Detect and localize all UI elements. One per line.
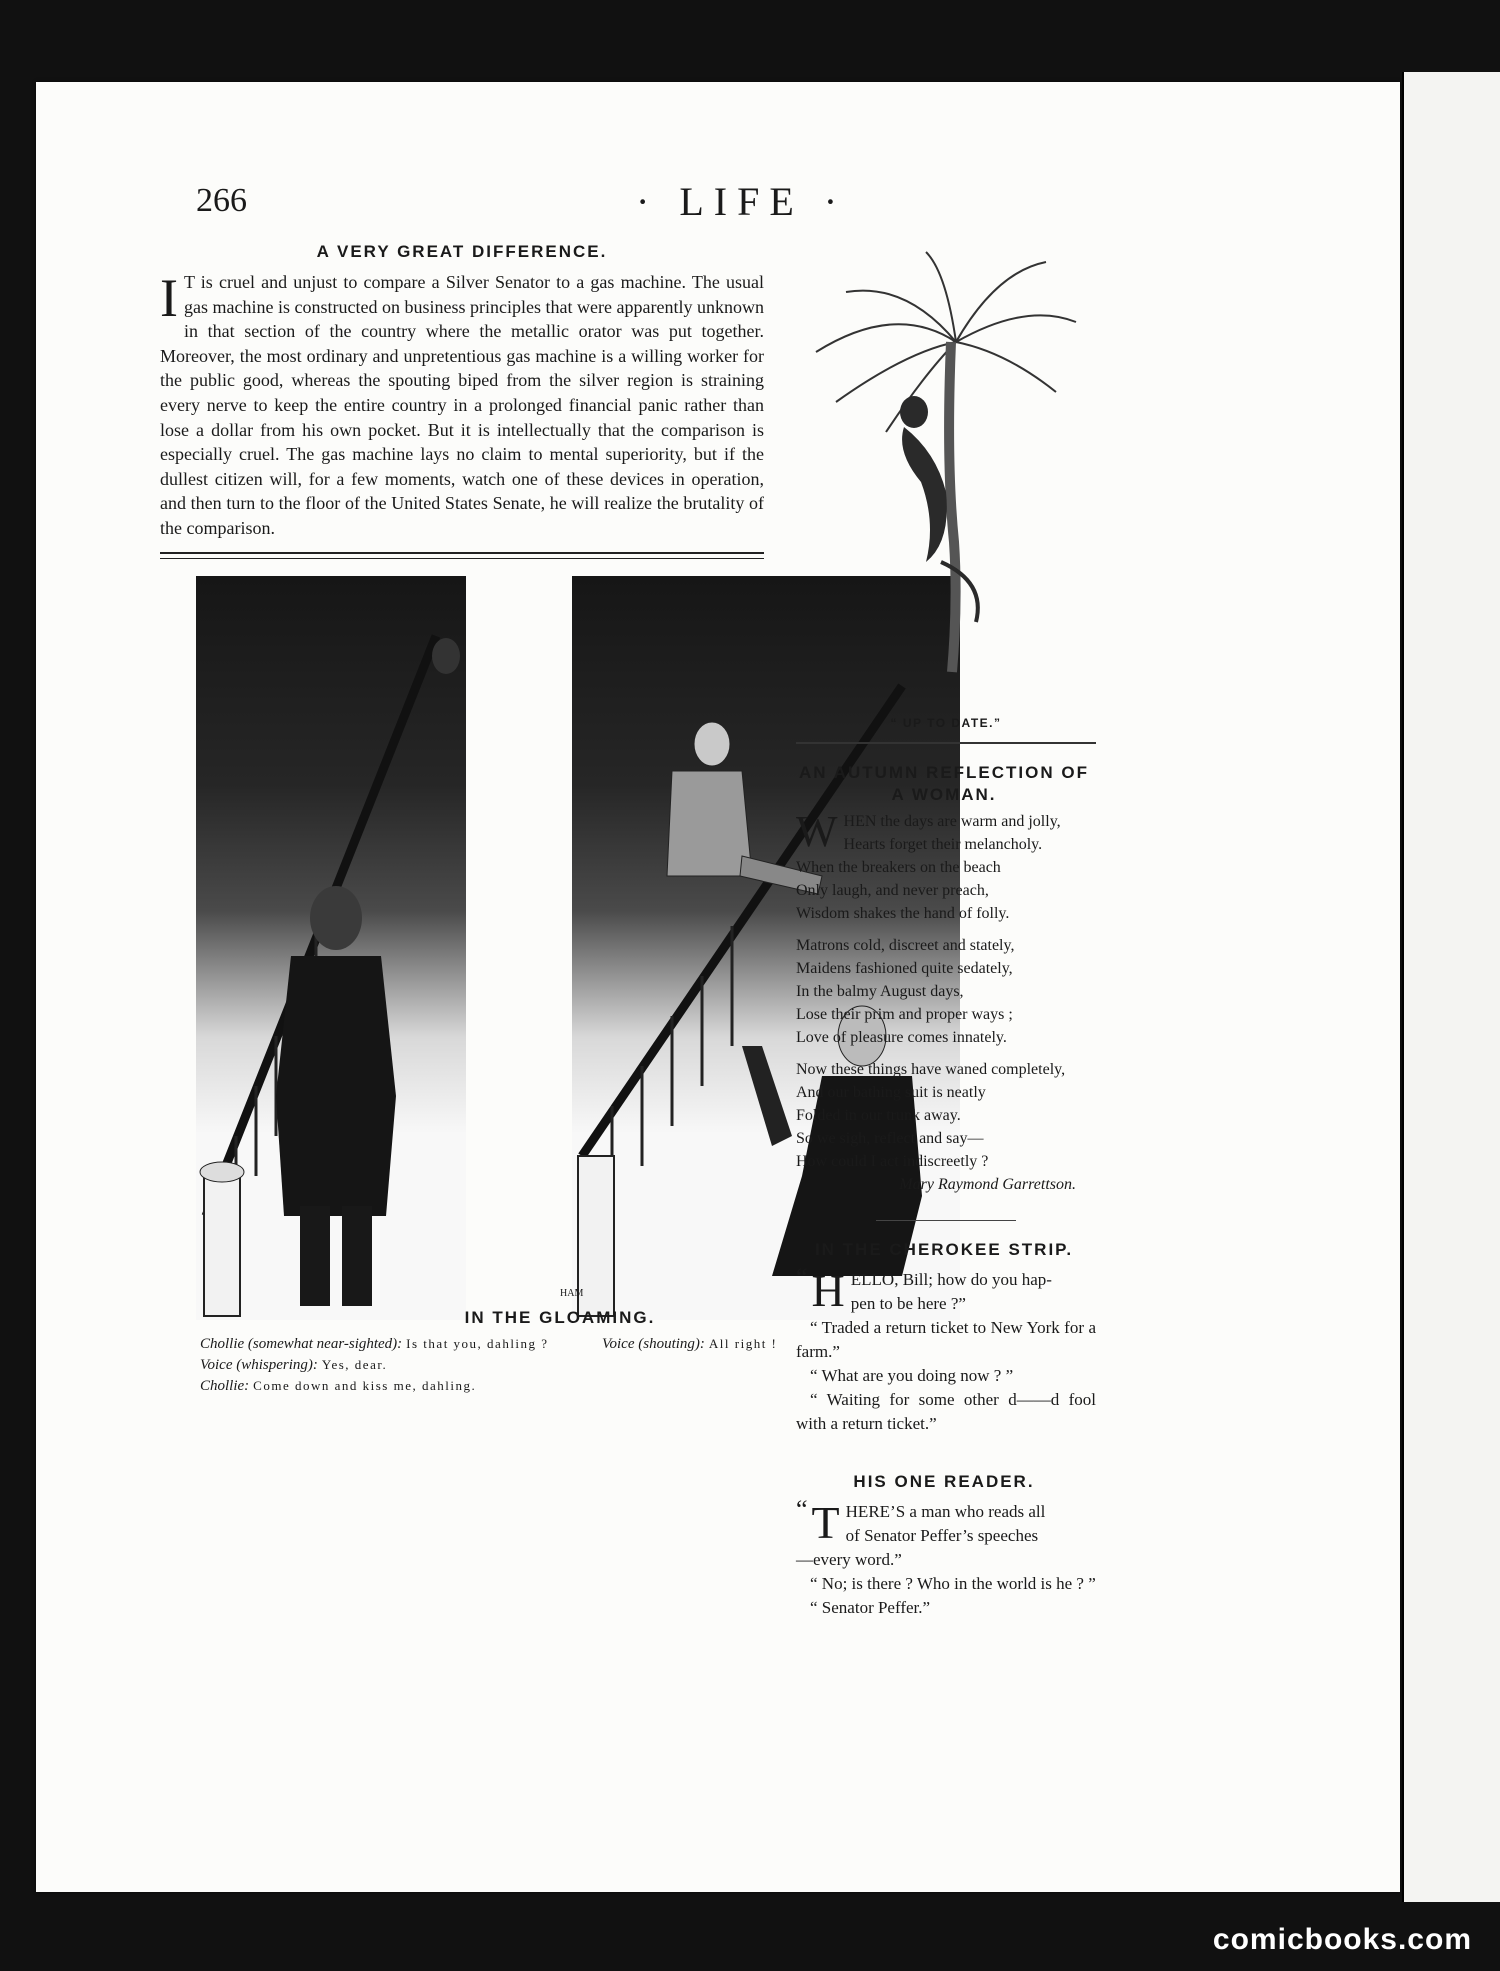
article-text: T is cruel and unjust to compare a Silver Senator to a gas machine. The usual gas machine is constructed on business principles that were apparently unknown in that section of the country where the metallic orator was put together. Moreover, the most ordinary and unpretentious gas machine is a willing worker for the public good, whereas the spouting biped from the silver region is straining every nerve to keep the entire country in a prolonged financial panic rather than lose a dollar from his own pocket. But it is intellectually that the comparison is especially cruel. The gas machine lays no claim to mental superiority, but if the dullest citizen will, for a few moments, watch one of these devices in operation, and then turn to the floor of the United States Senate, he will realize the brutality of the comparison. [160,272,764,538]
short-divider [876,1220,1016,1221]
magazine-page [36,82,1400,1892]
poem-line: When the breakers on the beach [796,859,1001,876]
left-panel-illustration [196,576,466,1320]
cartoon-caption-title: IN THE GLOAMING. [464,1308,656,1327]
speaker-label: Chollie: [200,1378,250,1394]
adjacent-page-edge [1402,72,1500,1902]
poem-line: In the balmy August days, [796,983,964,1000]
page-number: 266 [196,182,247,219]
text-line: of Senator Peffer’s speeches [845,1526,1039,1545]
text-paragraph: “ Senator Peffer.” [810,1598,931,1617]
text-paragraph: “ Traded a return ticket to New York for a farm.” [796,1318,1096,1361]
dialog-line: Is that you, dahling ? [406,1336,549,1351]
poem-line: So we sigh, reflect and say— [796,1130,984,1147]
palm-monkey-illustration [776,242,1096,682]
article-body [160,270,764,541]
masthead-title: · LIFE · [636,179,848,224]
text-line: HERE’S a man who reads all [845,1502,1046,1521]
palm-caption: “ UP TO DATE.” [890,716,1002,730]
artist-signature: HAM [560,1288,584,1299]
cherokee-body [796,1268,1096,1436]
text-line: pen to be here ?” [850,1294,966,1313]
speaker-label: Chollie (somewhat near-sighted): [200,1336,403,1352]
open-quote: “ [796,1500,808,1524]
poem-stanza [796,807,1096,925]
cartoon-dialog-left [200,1334,550,1397]
newel-post [578,1156,614,1316]
text-paragraph: “ What are you doing now ? ” [810,1366,1014,1385]
poem-line: Matrons cold, discreet and stately, [796,937,1015,954]
dialog-line: Come down and kiss me, dahling. [253,1378,477,1393]
cartoon-panel-left [196,576,466,1320]
dropcap-letter: T [811,1500,840,1548]
poem-author: Mary Raymond Garrettson. [899,1176,1076,1193]
dialog-line: All right ! [708,1336,778,1351]
poem-line: Now these things have waned completely, [796,1061,1066,1078]
poem-line: How could I act indiscreetly ? [796,1153,989,1170]
dropcap-letter: H [811,1268,845,1316]
poem-stanza [796,1058,1096,1173]
dropcap-letter: I [160,268,178,328]
column-divider [796,742,1096,744]
monkey-figure [900,396,978,622]
poem-body [796,807,1096,1196]
man-from-behind [276,886,396,1306]
poem-line: Hearts forget their melancholy. [843,836,1043,853]
poem-stanza [796,934,1096,1049]
reader-title: HIS ONE READER. [853,1472,1035,1491]
poem-line: Folded in our trunk away. [796,1107,961,1124]
text-line: ELLO, Bill; how do you hap- [850,1270,1052,1289]
open-quote: “ [796,1268,808,1292]
poem-line: And our bathing suit is neatly [796,1084,986,1101]
speaker-label: Voice (shouting): [602,1336,705,1352]
poem-line: Love of pleasure comes innately. [796,1029,1007,1046]
article-title: A VERY GREAT DIFFERENCE. [316,242,608,261]
text-paragraph: “ Waiting for some other d——d fool with a return ticket.” [796,1390,1096,1433]
dropcap-letter: W [796,807,838,856]
poem-title: AN AUTUMN REFLECTION OF A WOMAN. [799,763,1089,804]
newel-post [204,1176,240,1316]
dialog-line: Yes, dear. [321,1357,388,1372]
text-line: —every word.” [796,1550,902,1569]
ghostly-figure [432,638,460,674]
poem-line: Wisdom shakes the hand of folly. [796,905,1010,922]
poem-line: HEN the days are warm and jolly, [843,813,1061,830]
reader-body [796,1500,1096,1620]
section-divider [160,552,764,559]
site-watermark: comicbooks.com [1212,1923,1472,1956]
palm-trunk [949,342,956,672]
article-paragraph [160,270,764,541]
poem-line: Only laugh, and never preach, [796,882,989,899]
speaker-label: Voice (whispering): [200,1357,318,1373]
poem-line: Lose their prim and proper ways ; [796,1006,1013,1023]
text-paragraph: “ No; is there ? Who in the world is he ? ” [810,1574,1096,1593]
poem-line: Maidens fashioned quite sedately, [796,960,1013,977]
cherokee-title: IN THE CHEROKEE STRIP. [814,1240,1074,1259]
